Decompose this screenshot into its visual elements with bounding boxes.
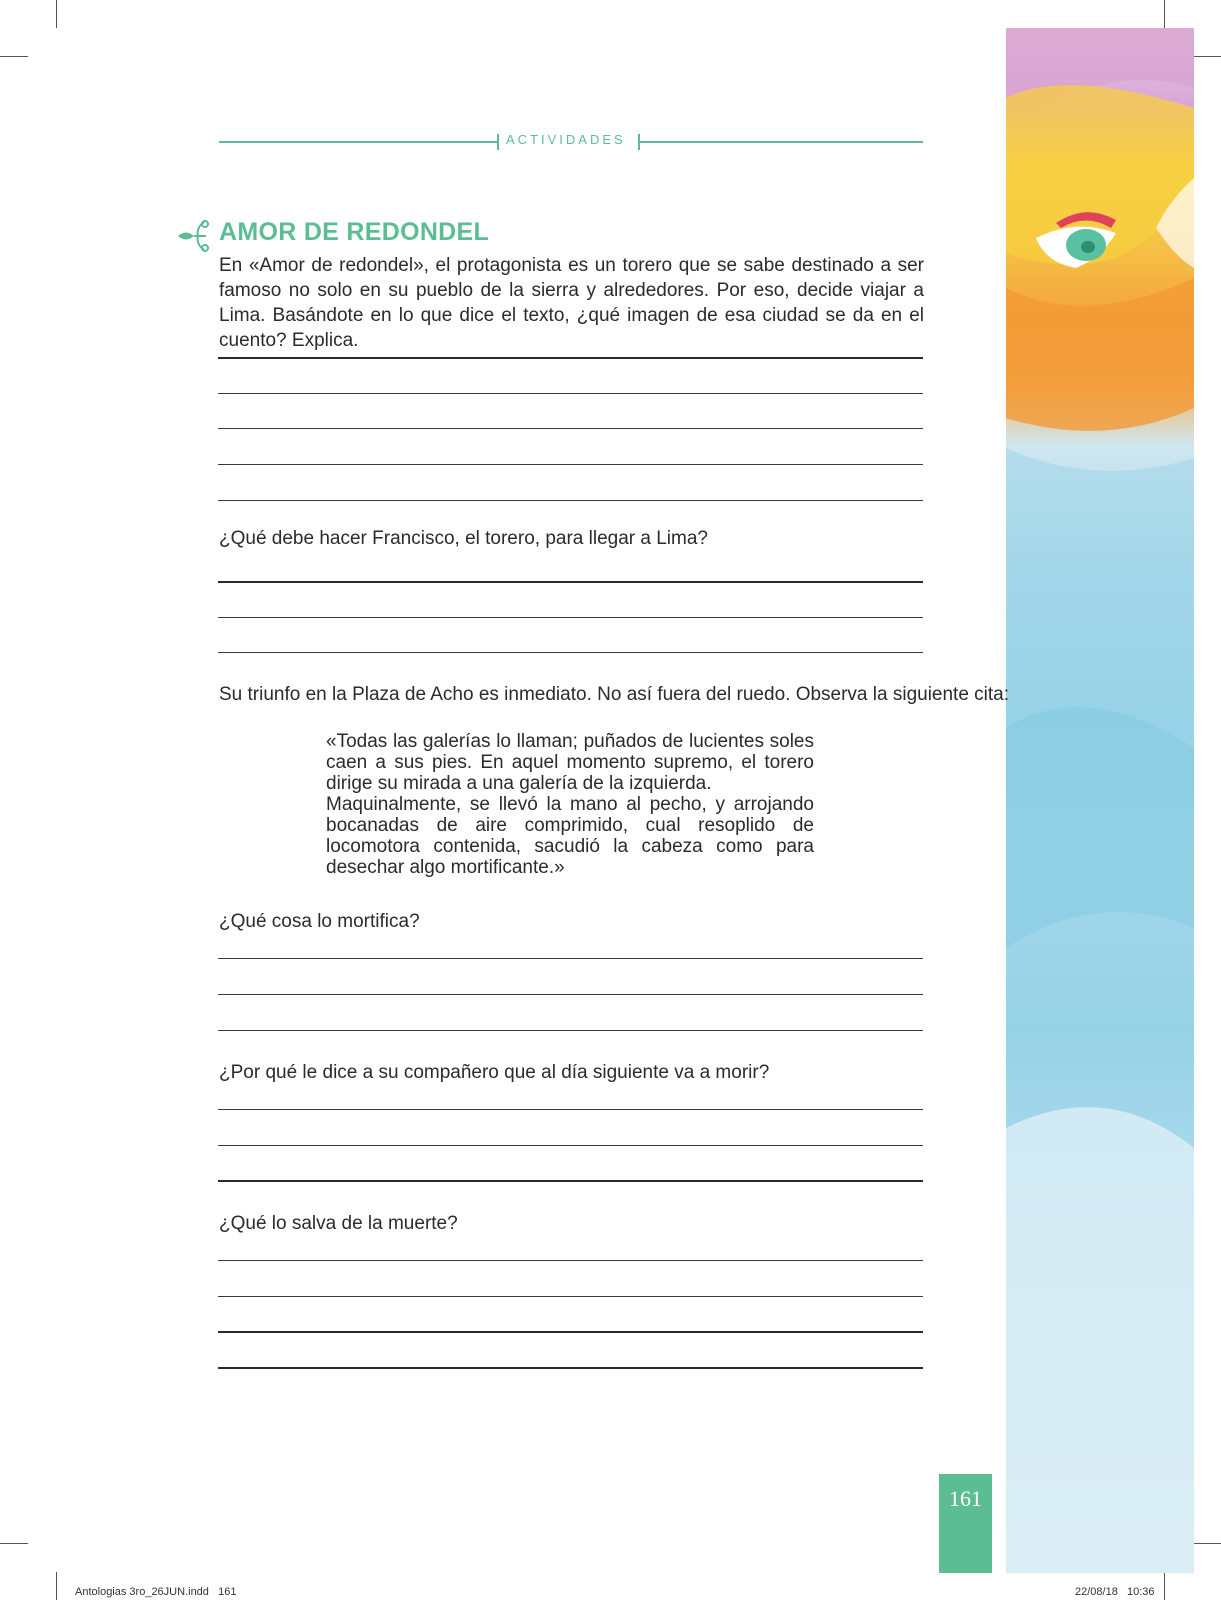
answer-line[interactable] — [218, 393, 923, 394]
answer-line[interactable] — [218, 500, 923, 501]
crop-mark — [1164, 0, 1165, 28]
crop-mark — [56, 1572, 57, 1600]
crop-mark — [1193, 1543, 1221, 1544]
footer-file-info: Antologias 3ro_26JUN.indd 161 — [75, 1586, 237, 1598]
answer-line[interactable] — [218, 652, 923, 653]
answer-line[interactable] — [218, 464, 923, 465]
quote-block — [326, 731, 814, 878]
answer-line[interactable] — [218, 428, 923, 429]
answer-line[interactable] — [218, 1145, 923, 1146]
section-label: ACTIVIDADES — [506, 132, 626, 147]
answer-line[interactable] — [218, 1030, 923, 1031]
answer-line[interactable] — [218, 958, 923, 959]
intro-paragraph: En «Amor de redondel», el protagonista es un torero que se sabe destinado a ser famoso no solo en su pueblo de la sierra y alrededores. Por eso, decide viajar a Lima. Basándote en lo que dice el texto, ¿qué imagen de esa ciudad se da en el cuento? Explica. — [219, 255, 924, 351]
quote-paragraph-1: «Todas las galerías lo llaman; puñados de lucientes soles caen a sus pies. En aquel momento supremo, el torero dirige su mirada a una galería de la izquierda. — [326, 731, 814, 794]
crop-mark — [1193, 56, 1221, 57]
section-title: AMOR DE REDONDEL — [219, 218, 490, 246]
answer-line[interactable] — [218, 617, 923, 618]
answer-line[interactable] — [218, 1331, 923, 1333]
page-number: 161 — [949, 1486, 982, 1511]
decorative-illustration — [1006, 28, 1194, 1573]
crop-mark — [56, 0, 57, 28]
question-1: ¿Qué debe hacer Francisco, el torero, para llegar a Lima? — [219, 528, 708, 549]
question-4: ¿Qué lo salva de la muerte? — [219, 1213, 458, 1234]
answer-line[interactable] — [218, 1367, 923, 1369]
answer-line[interactable] — [218, 1296, 923, 1297]
crop-mark — [0, 56, 28, 57]
answer-line[interactable] — [218, 357, 923, 359]
header-rule-left — [219, 141, 498, 143]
header-rule-tick — [497, 134, 499, 150]
answer-line[interactable] — [218, 1180, 923, 1182]
question-2: ¿Qué cosa lo mortifica? — [219, 911, 420, 932]
answer-line[interactable] — [218, 994, 923, 995]
page-number-tab — [939, 1474, 992, 1573]
answer-line[interactable] — [218, 581, 923, 583]
answer-line[interactable] — [218, 1260, 923, 1261]
quote-paragraph-2: Maquinalmente, se llevó la mano al pecho, y arrojando bocanadas de aire comprimido, cual resoplido de locomotora contenida, sacudió la cabeza como para desechar algo mortificante.» — [326, 794, 814, 878]
sprout-icon — [176, 218, 212, 254]
crop-mark — [0, 1543, 28, 1544]
footer-datetime: 22/08/18 10:36 — [1075, 1586, 1155, 1598]
statement: Su triunfo en la Plaza de Acho es inmediato. No así fuera del ruedo. Observa la siguiente cita: — [219, 684, 1010, 705]
answer-line[interactable] — [218, 1109, 923, 1110]
question-3: ¿Por qué le dice a su compañero que al día siguiente va a morir? — [219, 1062, 770, 1083]
crop-mark — [1164, 1572, 1165, 1600]
header-rule-right — [638, 141, 923, 143]
